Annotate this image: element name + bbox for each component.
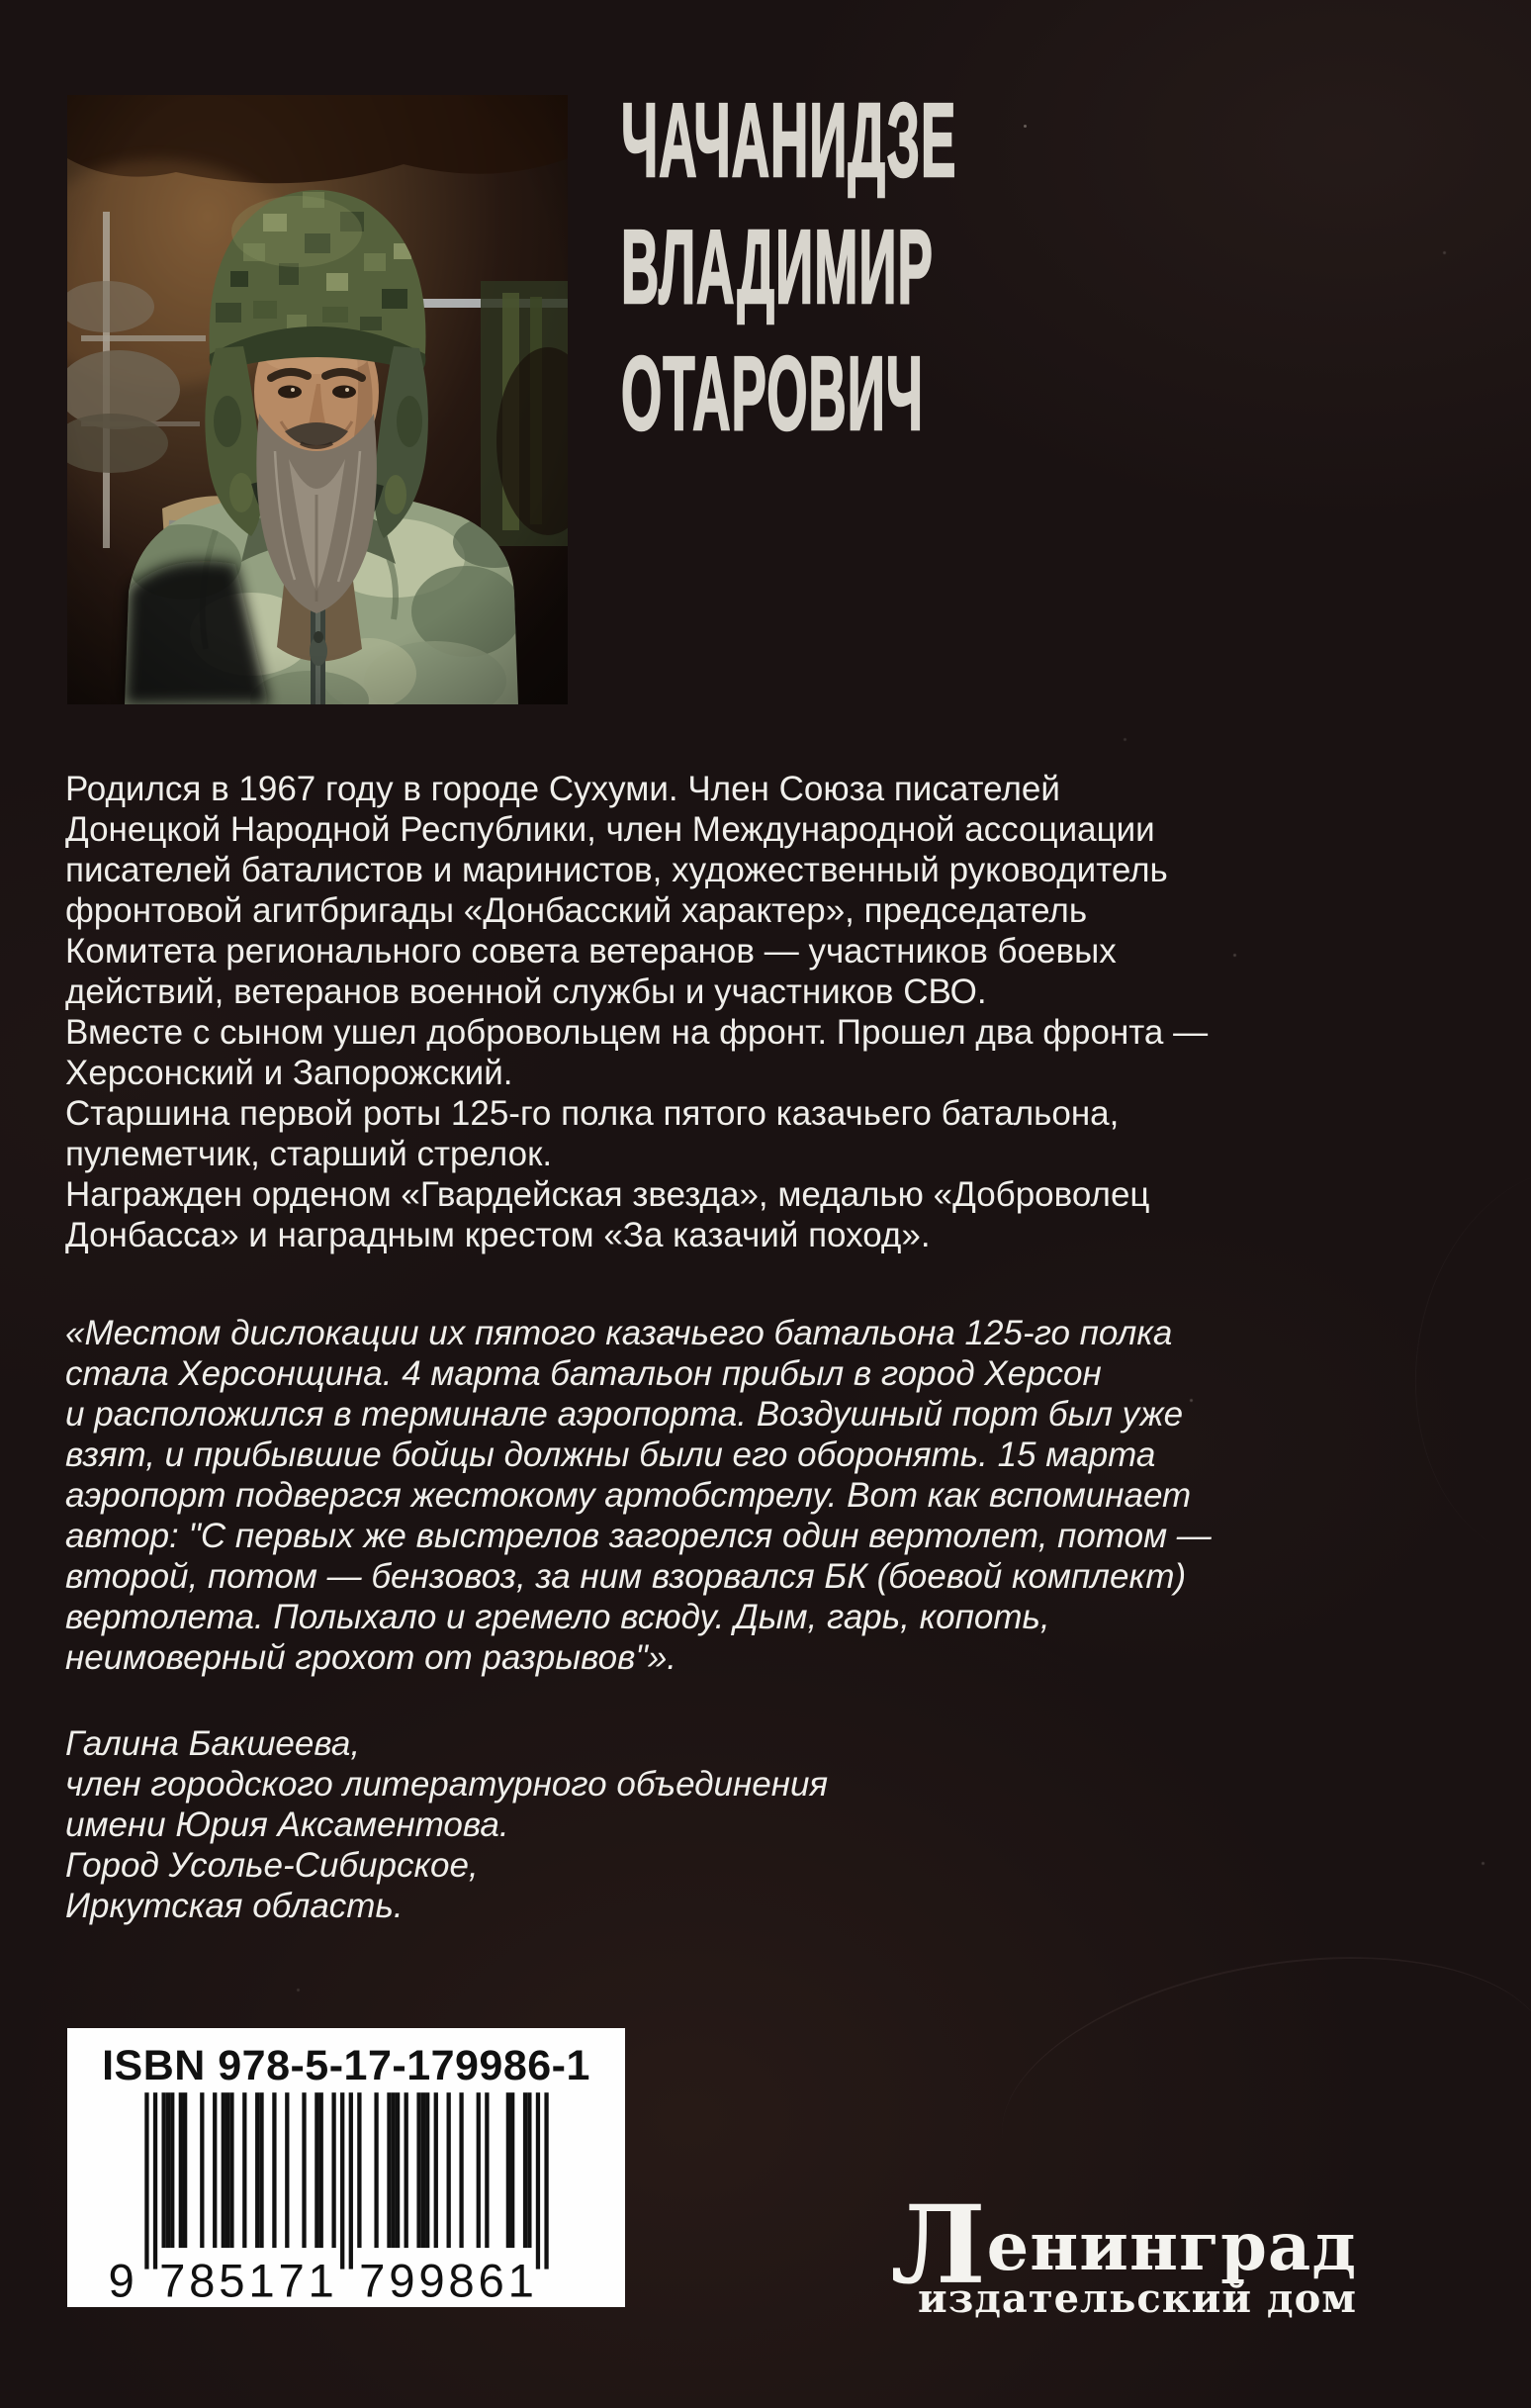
author-photo bbox=[67, 95, 568, 704]
text-line: ОТАРОВИЧ bbox=[621, 335, 925, 452]
author-photo-illustration bbox=[67, 95, 568, 704]
text-line: Донбасса» и наградным крестом «За казачий поход». bbox=[65, 1216, 931, 1254]
ean13-barcode bbox=[98, 2092, 595, 2301]
text-line: неимоверный грохот от разрывов"». bbox=[65, 1638, 677, 1677]
text-line: вертолета. Полыхало и гремело всюду. Дым, гарь, копоть, bbox=[65, 1598, 1050, 1636]
text-line: пулеметчик, старший стрелок. bbox=[65, 1135, 553, 1173]
barcode-digit: 8 bbox=[188, 2255, 215, 2301]
text-line: «Местом дислокации их пятого казачьего батальона 125-го полка bbox=[65, 1314, 1173, 1352]
barcode-digit: 1 bbox=[308, 2255, 334, 2301]
text-line: Родился в 1967 году в городе Сухуми. Член Союза писателей bbox=[65, 770, 1060, 808]
barcode-digit: 9 bbox=[417, 2255, 445, 2301]
publisher-tagline: издательский дом bbox=[918, 2275, 1357, 2322]
text-line: аэропорт подвергся жестокому артобстрелу. Вот как вспоминает bbox=[65, 1476, 1192, 1515]
text-line: и расположился в терминале аэропорта. Воздушный порт был уже bbox=[65, 1395, 1184, 1434]
text-line: Комитета регионального совета ветеранов — участников боевых bbox=[65, 932, 1117, 971]
text-line: Донецкой Народной Республики, член Международной ассоциации bbox=[65, 810, 1155, 849]
text-line: писателей баталистов и маринистов, художественный руководитель bbox=[65, 851, 1168, 889]
text-line: автор: "С первых же выстрелов загорелся один вертолет, потом — bbox=[65, 1517, 1212, 1555]
text-line: Город Усолье-Сибирское, bbox=[65, 1846, 479, 1885]
barcode-digit: 8 bbox=[447, 2255, 475, 2301]
text-line: Херсонский и Запорожский. bbox=[65, 1054, 513, 1092]
barcode-digit: 7 bbox=[158, 2255, 185, 2301]
barcode-digit: 1 bbox=[507, 2255, 534, 2301]
text-line: имени Юрия Аксаментова. bbox=[65, 1806, 509, 1844]
barcode-digit: 9 bbox=[107, 2255, 135, 2301]
text-line: действий, ветеранов военной службы и участников СВО. bbox=[65, 972, 987, 1011]
text-line: Вместе с сыном ушел добровольцем на фронт. Прошел два фронта — bbox=[65, 1013, 1209, 1052]
quote-attribution bbox=[65, 1723, 828, 1926]
scratch-texture bbox=[1391, 1149, 1531, 1582]
text-line: Награжден орденом «Гвардейская звезда», медалью «Доброволец bbox=[65, 1175, 1150, 1214]
text-line: второй, потом — бензовоз, за ним взорвался БК (боевой комплект) bbox=[65, 1557, 1187, 1596]
barcode-digit: 1 bbox=[247, 2255, 275, 2301]
text-line: Иркутская область. bbox=[65, 1887, 404, 1925]
barcode-digit: 7 bbox=[277, 2255, 305, 2301]
text-line: Галина Бакшеева, bbox=[65, 1724, 361, 1763]
barcode-digit: 5 bbox=[218, 2255, 245, 2301]
barcode-digit: 7 bbox=[358, 2255, 385, 2301]
review-quote bbox=[65, 1313, 1212, 1678]
author-name-title bbox=[621, 77, 1293, 457]
text-line: ВЛАДИМИР bbox=[621, 209, 934, 325]
text-line: взят, и прибывшие бойцы должны были его оборонять. 15 марта bbox=[65, 1436, 1156, 1474]
barcode-digit: 9 bbox=[388, 2255, 415, 2301]
text-line: член городского литературного объединения bbox=[65, 1765, 829, 1804]
barcode-digit: 6 bbox=[478, 2255, 504, 2301]
text-line: фронтовой агитбригады «Донбасский характер», председатель bbox=[65, 891, 1088, 930]
publisher-name: Ленинград bbox=[890, 2181, 1357, 2308]
text-line: ЧАЧАНИДЗЕ bbox=[621, 82, 957, 199]
text-line: Старшина первой роты 125-го полка пятого казачьего батальона, bbox=[65, 1094, 1120, 1133]
isbn-block bbox=[67, 2028, 625, 2307]
publisher-logo bbox=[890, 2181, 1357, 2322]
photo-vignette bbox=[67, 95, 568, 704]
biography-text bbox=[65, 769, 1208, 1255]
text-line: стала Херсонщина. 4 марта батальон прибыл в город Херсон bbox=[65, 1354, 1102, 1393]
isbn-number: ISBN 978-5-17-179986-1 bbox=[102, 2042, 590, 2089]
